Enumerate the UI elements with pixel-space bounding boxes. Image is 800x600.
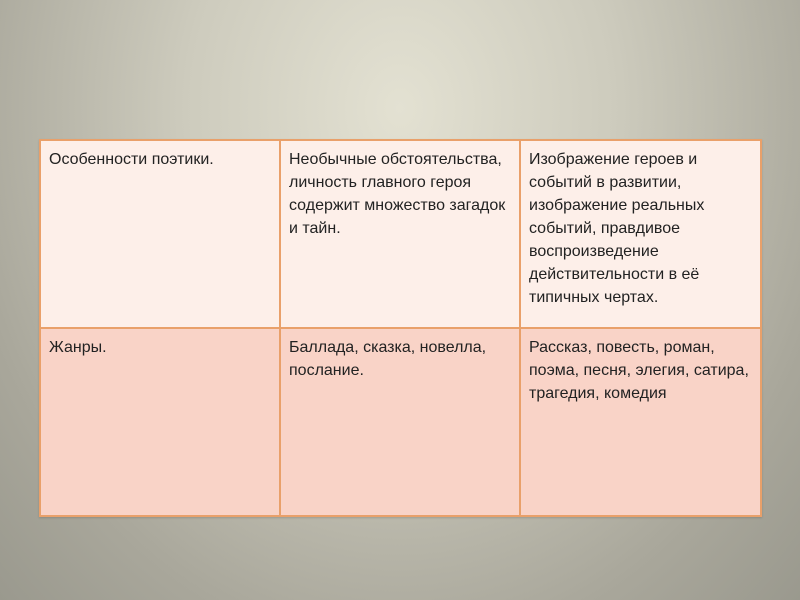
table-cell [520, 140, 761, 328]
table-cell [520, 328, 761, 516]
table-cell [280, 328, 520, 516]
table-row [40, 328, 761, 516]
table-cell [40, 140, 280, 328]
row-header-poetics: Особенности поэтики. [49, 151, 214, 168]
cell-text: Необычные обстоятельства, личность главного героя содержит множество загадок и тайн. [289, 151, 506, 237]
cell-text: Рассказ, повесть, роман, поэма, песня, элегия, сатира, трагедия, комедия [529, 339, 749, 402]
table-cell [40, 328, 280, 516]
cell-text: Баллада, сказка, новелла, послание. [289, 339, 487, 379]
table-cell [280, 140, 520, 328]
row-header-genres: Жанры. [49, 339, 107, 356]
cell-text: Изображение героев и событий в развитии, изображение реальных событий, правдивое воспроизведение действительности в её типичных чертах. [529, 151, 705, 306]
table-row [40, 140, 761, 328]
comparison-table [39, 139, 762, 517]
